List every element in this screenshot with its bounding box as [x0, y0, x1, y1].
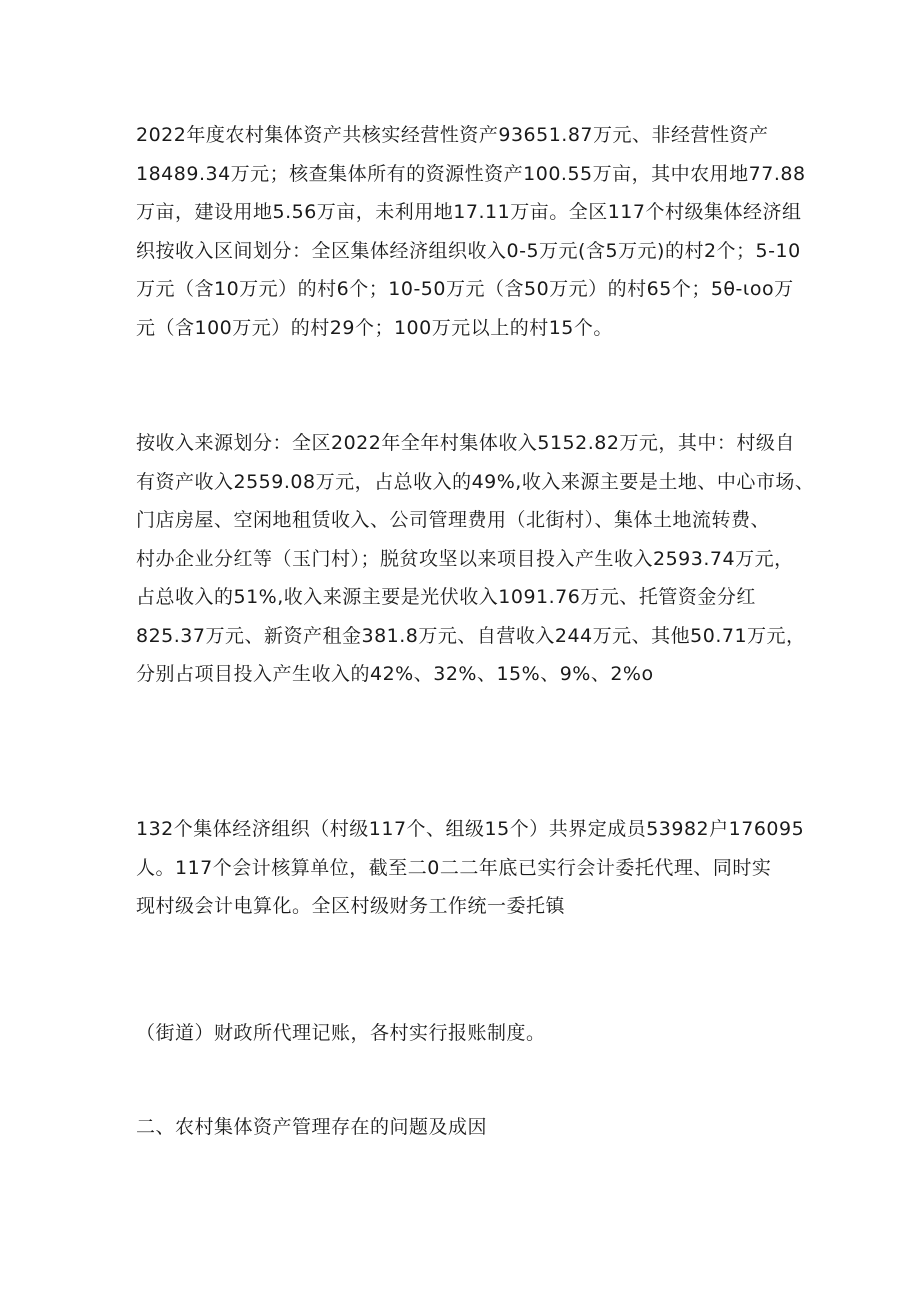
text-line: 按收入来源划分：全区2022年全年村集体收入5152.82万元，其中：村级自: [136, 432, 795, 454]
text-line: 万元（含10万元）的村6个；10-50万元（含50万元）的村65个；5θ-ιoo万: [136, 278, 794, 300]
paragraph-members-accounting: [136, 810, 805, 926]
text-line: 村办企业分红等（玉门村）；脱贫攻坚以来项目投入产生收入2593.74万元，: [136, 547, 794, 570]
text-line: 2022年度农村集体资产共核实经营性资产93651.87万元、非经营性资产: [136, 124, 769, 146]
text-line: 分别占项目投入产生收入的42%、32%、15%、9%、2%o: [136, 663, 654, 685]
text-line: 万亩，建设用地5.56万亩，未利用地17.11万亩。全区117个村级集体经济组: [136, 201, 802, 223]
text-line: 现村级会计电算化。全区村级财务工作统一委托镇: [136, 895, 566, 917]
text-line: 825.37万元、新资产租金381.8万元、自营收入244万元、其他50.71万元，: [136, 624, 806, 647]
heading-text: 二、农村集体资产管理存在的问题及成因: [136, 1116, 488, 1138]
paragraph-income-sources: [136, 424, 815, 694]
paragraph-bookkeeping: [136, 1014, 791, 1053]
text-line: 18489.34万元；核查集体所有的资源性资产100.55万亩，其中农用地77.88: [136, 162, 806, 185]
text-line: 132个集体经济组织（村级117个、组级15个）共界定成员53982户176095: [136, 818, 805, 840]
text-line: 有资产收入2559.08万元，占总收入的49%,收入来源主要是土地、中心市场、: [136, 470, 815, 493]
text-line: 占总收入的51%,收入来源主要是光伏收入1091.76万元、托管资金分红: [136, 586, 756, 608]
text-line: 门店房屋、空闲地租赁收入、公司管理费用（北街村）、集体土地流转费、: [136, 509, 771, 531]
section-heading: [136, 1108, 791, 1147]
text-line: 织按收入区间划分：全区集体经济组织收入0-5万元(含5万元)的村2个；5-10: [136, 239, 801, 262]
text-line: 元（含100万元）的村29个；100万元以上的村15个。: [136, 316, 613, 339]
paragraph-asset-summary: [136, 116, 806, 347]
text-line: （街道）财政所代理记账，各村实行报账制度。: [136, 1022, 546, 1044]
text-line: 人。117个会计核算单位，截至二0二二年底已实行会计委托代理、同时实: [136, 856, 772, 879]
